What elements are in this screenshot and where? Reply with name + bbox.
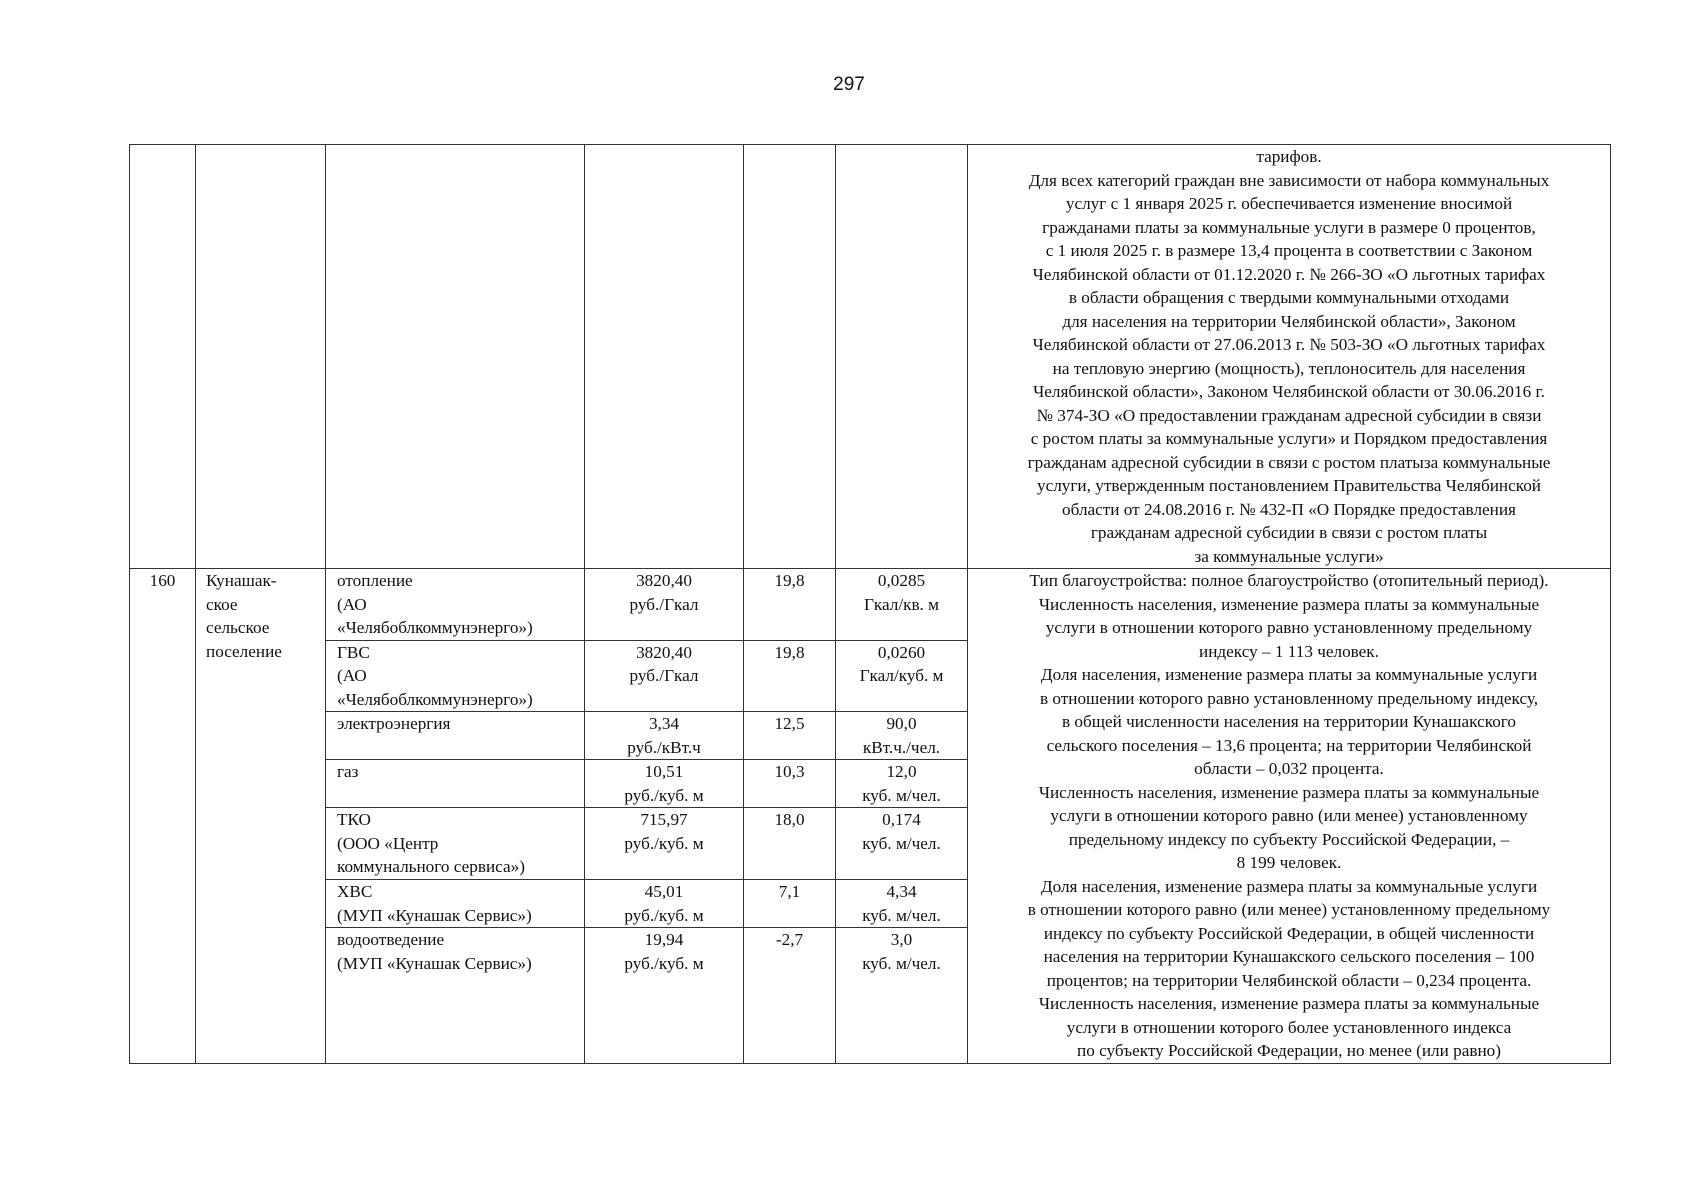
change-percent: 19,8 — [744, 640, 836, 712]
cell-empty — [836, 145, 968, 569]
consumption-norm: 0,0260 Гкал/куб. м — [836, 640, 968, 712]
cell-empty — [130, 145, 196, 569]
change-percent: 12,5 — [744, 712, 836, 760]
tariff-value: 3820,40 руб./Гкал — [585, 640, 744, 712]
service-name: газ — [326, 760, 585, 808]
continuation-row — [130, 145, 1611, 569]
cell-empty — [326, 145, 585, 569]
tariff-value: 715,97 руб./куб. м — [585, 808, 744, 880]
tariff-value: 3820,40 руб./Гкал — [585, 569, 744, 641]
consumption-norm: 4,34 куб. м/чел. — [836, 880, 968, 928]
continuation-note-cell — [968, 145, 1611, 569]
tariff-value: 3,34 руб./кВт.ч — [585, 712, 744, 760]
tariff-value: 45,01 руб./куб. м — [585, 880, 744, 928]
service-name: водоотведение (МУП «Кунашак Сервис») — [326, 928, 585, 1063]
change-percent: 7,1 — [744, 880, 836, 928]
settlement-name: Кунашак- ское сельское поселение — [196, 569, 326, 1064]
consumption-norm: 0,0285 Гкал/кв. м — [836, 569, 968, 641]
tariff-value: 19,94 руб./куб. м — [585, 928, 744, 1063]
tariff-table — [129, 144, 1611, 1064]
consumption-norm: 12,0 куб. м/чел. — [836, 760, 968, 808]
table-row — [130, 569, 1611, 641]
page-number: 297 — [833, 74, 865, 95]
row-number: 160 — [130, 569, 196, 1064]
service-name: отопление (АО «Челябоблкоммунэнерго») — [326, 569, 585, 641]
consumption-norm: 90,0 кВт.ч./чел. — [836, 712, 968, 760]
continuation-note: тарифов. Для всех категорий граждан вне зависимости от набора коммунальных услуг с 1 января 2025 г. обеспечивается изменение вносимой гражданами платы за коммунальные услуги в размере 0 процентов, с 1 июля 2025 г. в размере 13,4 процента в соответствии с Законом Челябинской области от 01.12.2020 г. № 266-ЗО «О льготных тарифах в области обращения с твердыми коммунальными отходами для населения на территории Челябинской области», Законом Челябинской области от 27.06.2013 г. № 503-ЗО «О льготных тарифах на тепловую энергию (мощность), теплоноситель для населения Челябинской области», Законом Челябинской области от 30.06.2016 г. № 374-ЗО «О предоставлении гражданам адресной субсидии в связи с ростом платы за коммунальные услуги» и Порядком предоставления гражданам адресной субсидии в связи с ростом платыза коммунальные услуги, утвержденным постановлением Правительства Челябинской области от 24.08.2016 г. № 432-П «О Порядке предоставления гражданам адресной субсидии в связи с ростом платы за коммунальные услуги» — [1027, 147, 1551, 566]
tariff-value: 10,51 руб./куб. м — [585, 760, 744, 808]
cell-empty — [744, 145, 836, 569]
change-percent: 19,8 — [744, 569, 836, 641]
change-percent: 18,0 — [744, 808, 836, 880]
change-percent: 10,3 — [744, 760, 836, 808]
change-percent: -2,7 — [744, 928, 836, 1063]
service-name: ГВС (АО «Челябоблкоммунэнерго») — [326, 640, 585, 712]
consumption-norm: 0,174 куб. м/чел. — [836, 808, 968, 880]
service-name: ХВС (МУП «Кунашак Сервис») — [326, 880, 585, 928]
consumption-norm: 3,0 куб. м/чел. — [836, 928, 968, 1063]
service-name: электроэнергия — [326, 712, 585, 760]
cell-empty — [196, 145, 326, 569]
note-text: Тип благоустройства: полное благоустройство (отопительный период). Численность населения, изменение размера платы за коммунальные услуги в отношении которого равно установленному предельному индексу – 1 113 человек. Доля населения, изменение размера платы за коммунальные услуги в отношении которого равно установленному предельному индексу, в общей численности населения на территории Кунашакского сельского поселения – 13,6 процента; на территории Челябинской области – 0,032 процента. Численность населения, изменение размера платы за коммунальные услуги в отношении которого равно (или менее) установленному предельному индексу по субъекту Российской Федерации, – 8 199 человек. Доля населения, изменение размера платы за коммунальные услуги в отношении которого равно (или менее) установленному предельному индексу по субъекту Российской Федерации, в общей численности населения на территории Кунашакского сельского поселения – 100 процентов; на территории Челябинской области – 0,234 процента. Численность населения, изменение размера платы за коммунальные услуги в отношении которого более установленного индекса по субъекту Российской Федерации, но менее (или равно) — [1027, 571, 1551, 1060]
note-cell — [968, 569, 1611, 1064]
service-name: ТКО (ООО «Центр коммунального сервиса») — [326, 808, 585, 880]
cell-empty — [585, 145, 744, 569]
